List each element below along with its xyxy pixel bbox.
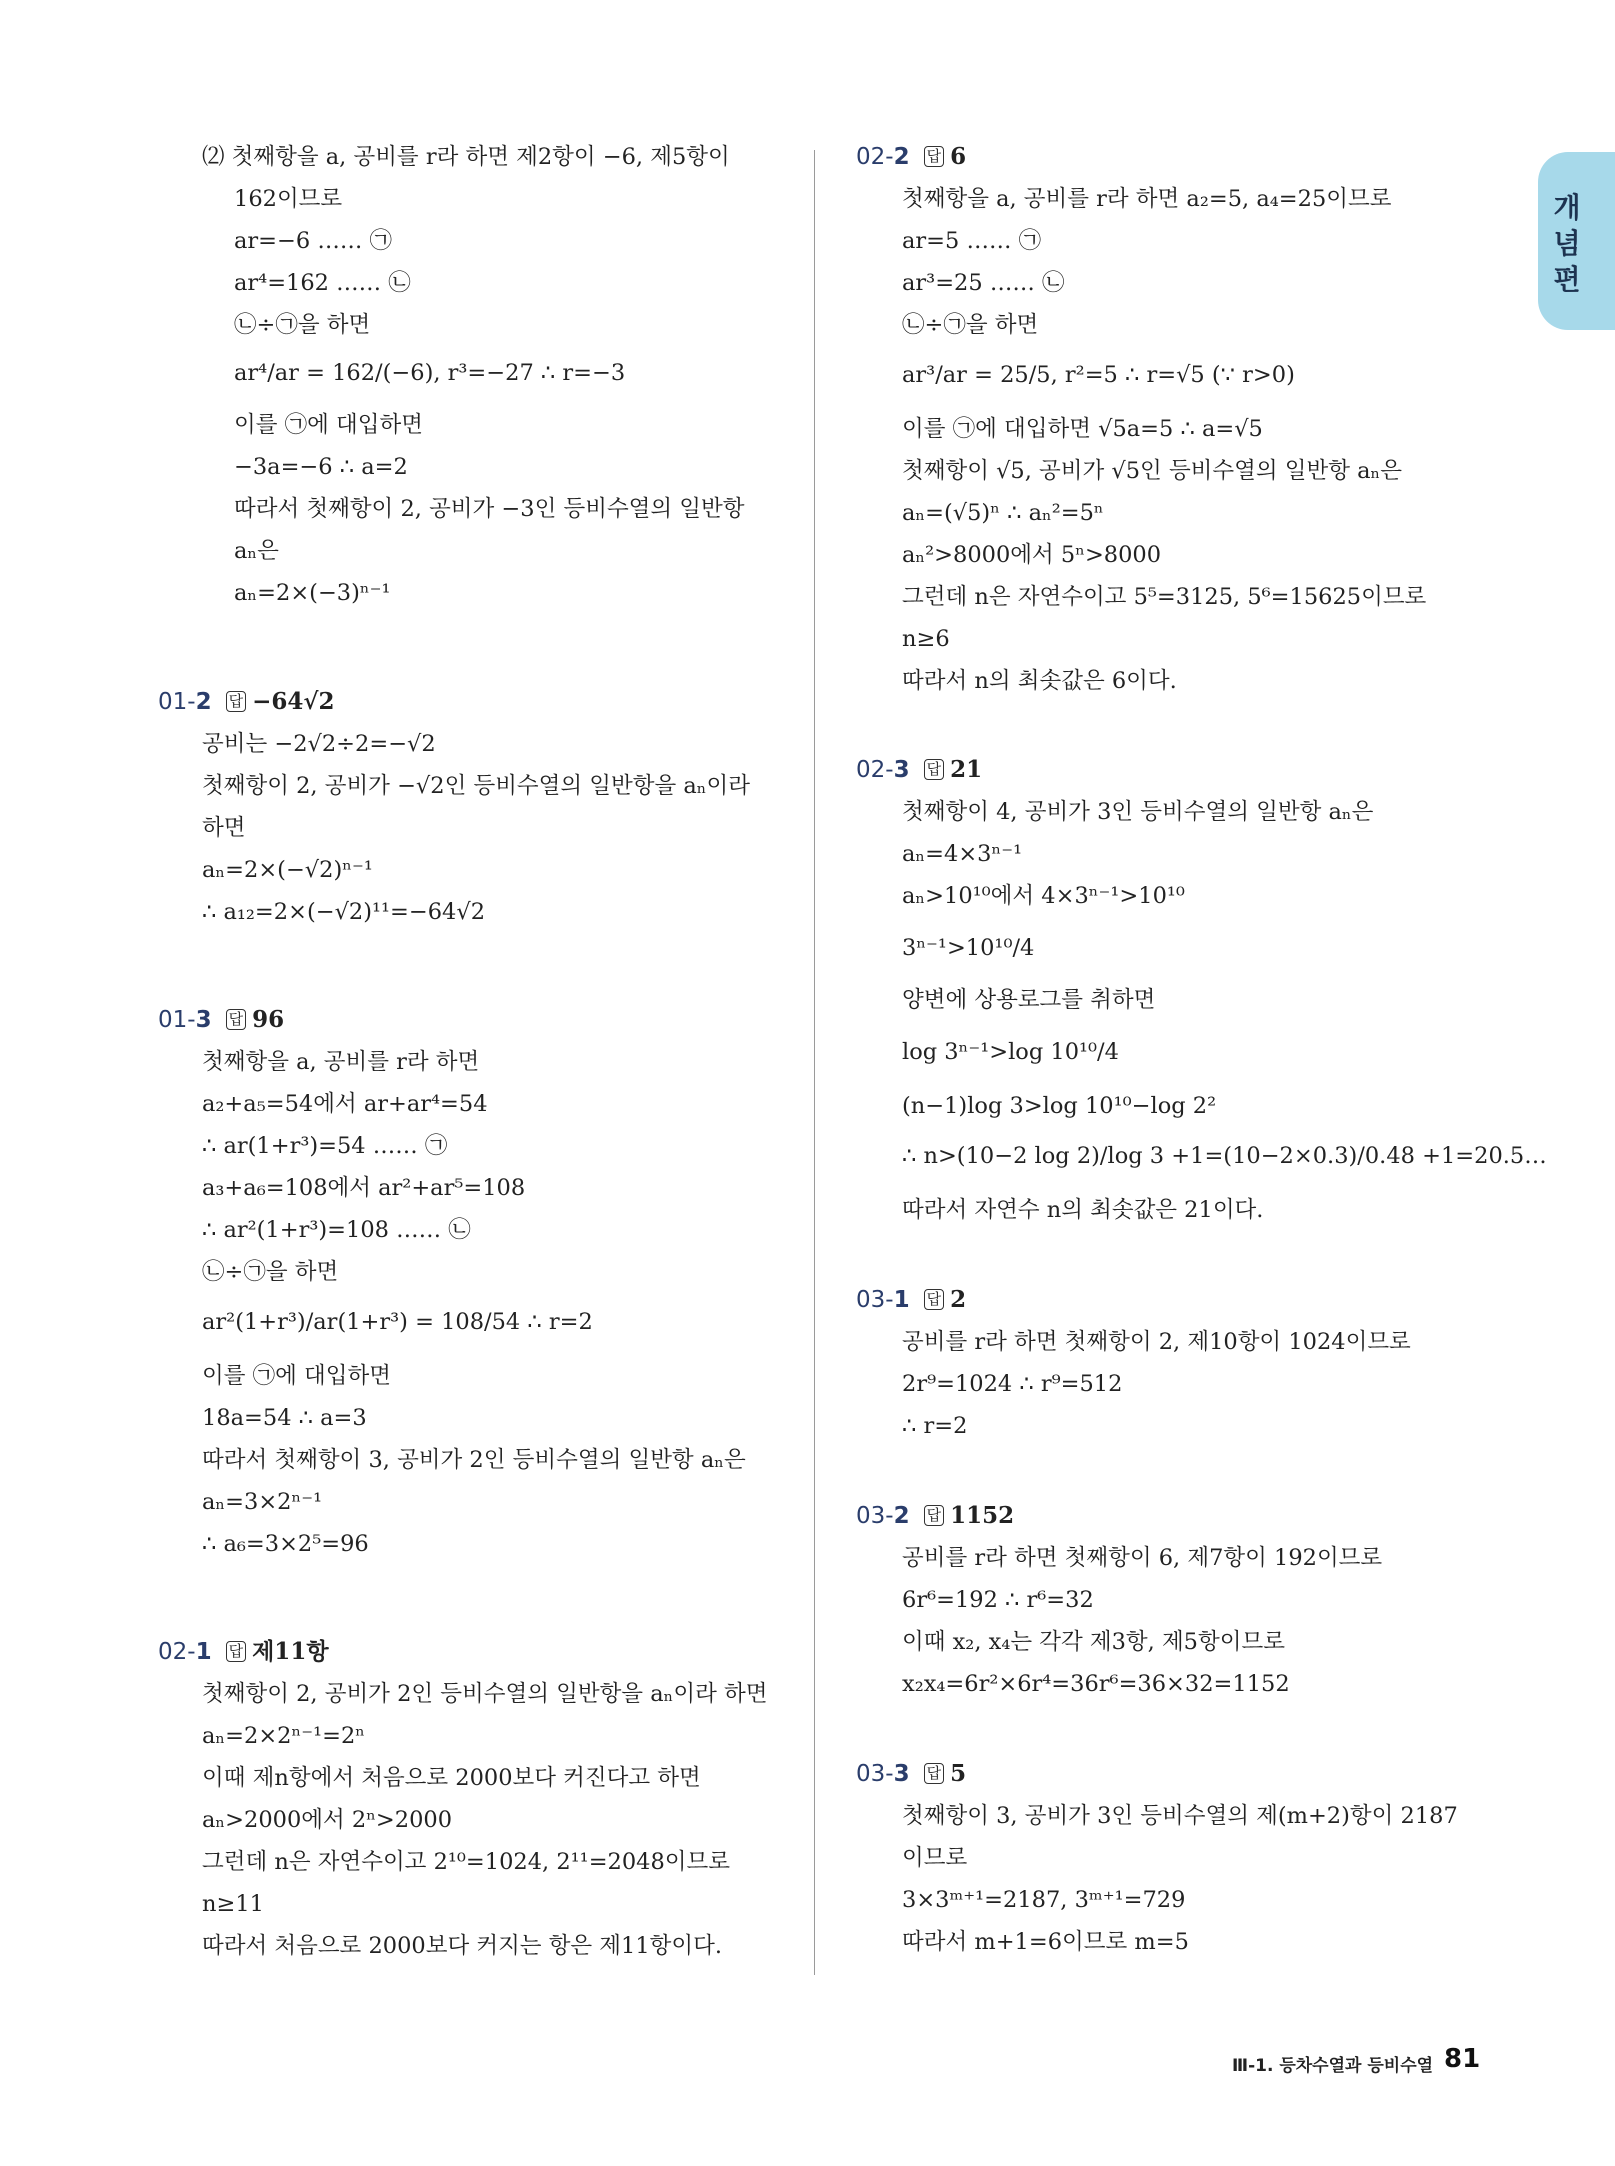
solution-line: aₙ=4×3ⁿ⁻¹ [902,841,1023,867]
answer-badge-icon: 답 [924,146,945,167]
solution-line: 이때 x₂, x₄는 각각 제3항, 제5항이므로 [902,1629,1285,1655]
solution-line: ar³/ar = 25/5, r²=5 ∴ r=√5 (∵ r>0) [902,362,1295,388]
answer-badge-icon: 답 [226,691,247,712]
solution-line: 따라서 첫째항이 2, 공비가 −3인 등비수열의 일반항 [234,496,745,522]
problem-number-suffix: 2 [893,144,910,170]
answer-value: −64√2 [252,688,335,715]
problem-number-prefix: 01- [158,689,196,715]
footer-section-title: Ⅲ-1. 등차수열과 등비수열 [1232,2056,1434,2076]
answer-value: 6 [950,143,967,170]
answer-badge-icon: 답 [924,1763,945,1784]
problem-number-suffix: 1 [195,1639,212,1665]
problem-heading [158,687,335,717]
solution-line: ㉡÷㉠을 하면 [902,312,1039,338]
solution-line: aₙ은 [234,538,279,564]
solution-line: 따라서 첫째항이 3, 공비가 2인 등비수열의 일반항 aₙ은 [202,1447,746,1473]
problem-heading [856,142,966,172]
solution-line: 3ⁿ⁻¹>10¹⁰/4 [902,935,1035,961]
problem-number-suffix: 3 [195,1007,212,1033]
solution-line: aₙ=3×2ⁿ⁻¹ [202,1489,323,1515]
solution-line: 첫째항이 3, 공비가 3인 등비수열의 제(m+2)항이 2187 [902,1803,1458,1829]
solution-line: 따라서 n의 최솟값은 6이다. [902,668,1177,694]
problem-heading [158,1005,284,1035]
problem-heading [856,1285,966,1315]
solution-line: 그런데 n은 자연수이고 2¹⁰=1024, 2¹¹=2048이므로 [202,1849,731,1875]
solution-line: 첫째항이 4, 공비가 3인 등비수열의 일반항 aₙ은 [902,799,1374,825]
problem-number-suffix: 3 [893,1761,910,1787]
problem-number-prefix: 03- [856,1761,894,1787]
solution-line: (n−1)log 3>log 10¹⁰−log 2² [902,1093,1217,1119]
solution-line: aₙ>10¹⁰에서 4×3ⁿ⁻¹>10¹⁰ [902,883,1185,909]
solution-line: 6r⁶=192 ∴ r⁶=32 [902,1587,1094,1613]
solution-line: ⑵ 첫째항을 a, 공비를 r라 하면 제2항이 −6, 제5항이 [202,144,730,170]
solution-line: ar²(1+r³)/ar(1+r³) = 108/54 ∴ r=2 [202,1309,593,1335]
solution-line: ㉡÷㉠을 하면 [234,312,371,338]
solution-line: aₙ=2×(−3)ⁿ⁻¹ [234,580,391,606]
solution-line: 양변에 상용로그를 취하면 [902,987,1156,1013]
solution-line: aₙ=(√5)ⁿ ∴ aₙ²=5ⁿ [902,500,1104,526]
answer-badge-icon: 답 [924,1505,945,1526]
solution-line: 첫째항이 2, 공비가 2인 등비수열의 일반항을 aₙ이라 하면 [202,1681,768,1707]
answer-value: 2 [950,1286,967,1313]
solution-line: 따라서 자연수 n의 최솟값은 21이다. [902,1197,1264,1223]
solution-line: 첫째항을 a, 공비를 r라 하면 a₂=5, a₄=25이므로 [902,186,1392,212]
problem-number-suffix: 1 [893,1287,910,1313]
problem-number-prefix: 02- [856,144,894,170]
solution-line: 3×3ᵐ⁺¹=2187, 3ᵐ⁺¹=729 [902,1887,1186,1913]
problem-heading [856,1501,1014,1531]
solution-line: 하면 [202,815,246,841]
problem-number-prefix: 03- [856,1503,894,1529]
solution-line: aₙ²>8000에서 5ⁿ>8000 [902,542,1162,568]
answer-value: 21 [950,756,983,783]
problem-heading [856,1759,966,1789]
solution-line: ∴ n>(10−2 log 2)/log 3 +1=(10−2×0.3)/0.48 +1=20.5… [902,1143,1547,1169]
answer-value: 1152 [950,1502,1015,1529]
solution-line: a₃+a₆=108에서 ar²+ar⁵=108 [202,1175,526,1201]
solution-line: 18a=54 ∴ a=3 [202,1405,367,1431]
problem-heading [856,755,982,785]
solution-line: 이를 ㉠에 대입하면 [202,1363,391,1389]
solution-line: 2r⁹=1024 ∴ r⁹=512 [902,1371,1123,1397]
solution-line: aₙ=2×(−√2)ⁿ⁻¹ [202,857,373,883]
problem-number-prefix: 02- [158,1639,196,1665]
solution-line: 이때 제n항에서 처음으로 2000보다 커진다고 하면 [202,1765,701,1791]
answer-badge-icon: 답 [226,1641,247,1662]
solution-line: 이를 ㉠에 대입하면 [234,412,423,438]
solution-line: ㉡÷㉠을 하면 [202,1259,339,1285]
solution-line: aₙ=2×2ⁿ⁻¹=2ⁿ [202,1723,366,1749]
solution-line: 공비를 r라 하면 첫째항이 6, 제7항이 192이므로 [902,1545,1383,1571]
solution-line: 첫째항을 a, 공비를 r라 하면 [202,1049,480,1075]
answer-value: 5 [950,1760,967,1787]
solution-line: 162이므로 [234,186,343,212]
solution-line: n≥11 [202,1891,264,1917]
solution-line: 첫째항이 2, 공비가 −√2인 등비수열의 일반항을 aₙ이라 [202,773,750,799]
problem-number-suffix: 2 [195,689,212,715]
answer-badge-icon: 답 [924,1289,945,1310]
problem-number-prefix: 01- [158,1007,196,1033]
chapter-tab-label: 개념편 [1553,191,1581,296]
solution-line: ar=−6 …… ㉠ [234,228,392,254]
column-divider [814,150,815,1975]
solution-line: ar⁴/ar = 162/(−6), r³=−27 ∴ r=−3 [234,360,626,386]
solution-line: ∴ a₆=3×2⁵=96 [202,1531,369,1557]
solution-line: a₂+a₅=54에서 ar+ar⁴=54 [202,1091,488,1117]
solution-line: 공비를 r라 하면 첫째항이 2, 제10항이 1024이므로 [902,1329,1411,1355]
solution-line: 공비는 −2√2÷2=−√2 [202,731,436,757]
page-number: 81 [1444,2044,1481,2074]
solution-line: ar=5 …… ㉠ [902,228,1042,254]
solution-line: 그런데 n은 자연수이고 5⁵=3125, 5⁶=15625이므로 [902,584,1427,610]
answer-value: 96 [252,1006,285,1033]
solution-line: ∴ ar²(1+r³)=108 …… ㉡ [202,1217,471,1243]
solution-line: −3a=−6 ∴ a=2 [234,454,408,480]
answer-value: 제11항 [252,1638,329,1665]
solution-line: aₙ>2000에서 2ⁿ>2000 [202,1807,453,1833]
problem-heading [158,1637,329,1667]
solution-line: ar³=25 …… ㉡ [902,270,1065,296]
answer-badge-icon: 답 [924,759,945,780]
solution-line: ar⁴=162 …… ㉡ [234,270,411,296]
solution-line: ∴ ar(1+r³)=54 …… ㉠ [202,1133,448,1159]
solution-line: 따라서 처음으로 2000보다 커지는 항은 제11항이다. [202,1933,723,1959]
problem-number-suffix: 3 [893,757,910,783]
answer-badge-icon: 답 [226,1009,247,1030]
solution-line: n≥6 [902,626,950,652]
solution-line: 첫째항이 √5, 공비가 √5인 등비수열의 일반항 aₙ은 [902,458,1403,484]
solution-line: 이므로 [902,1845,968,1871]
problem-number-prefix: 03- [856,1287,894,1313]
solution-line: ∴ r=2 [902,1413,968,1439]
solution-line: log 3ⁿ⁻¹>log 10¹⁰/4 [902,1039,1119,1065]
solution-line: 따라서 m+1=6이므로 m=5 [902,1929,1189,1955]
problem-number-suffix: 2 [893,1503,910,1529]
solution-line: 이를 ㉠에 대입하면 √5a=5 ∴ a=√5 [902,416,1263,442]
solution-line: ∴ a₁₂=2×(−√2)¹¹=−64√2 [202,899,486,925]
problem-number-prefix: 02- [856,757,894,783]
solution-line: x₂x₄=6r²×6r⁴=36r⁶=36×32=1152 [902,1671,1290,1697]
